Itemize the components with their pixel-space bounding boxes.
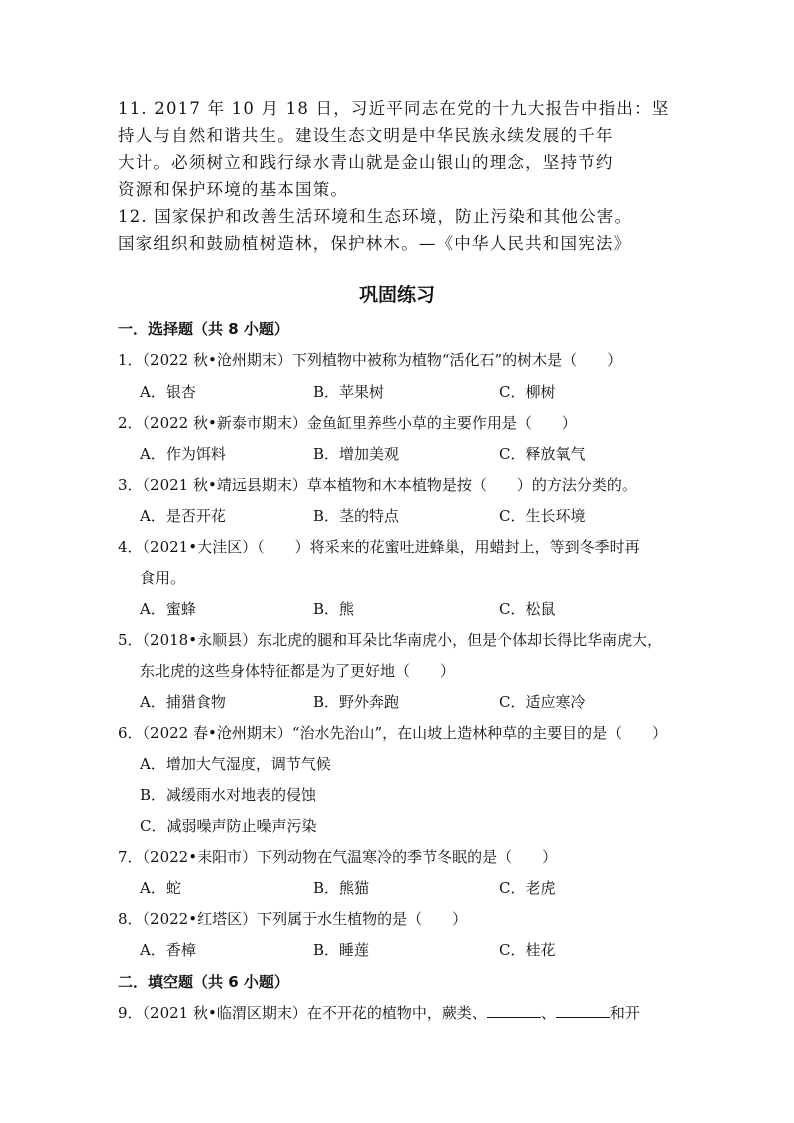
question-1: 1．（2022 秋•沧州期末）下列植物中被称为植物“活化石”的树木是（ ） [118, 351, 623, 369]
option-c[interactable]: C．适应寒冷 [499, 693, 586, 711]
option-b[interactable]: B．睡莲 [313, 941, 370, 959]
option-b[interactable]: B．增加美观 [313, 445, 400, 463]
option-b[interactable]: B．熊猫 [313, 879, 370, 897]
section-heading-fill: 二．填空题（共 6 小题） [118, 973, 289, 991]
option-c[interactable]: C．柳树 [499, 383, 556, 401]
option-c[interactable]: C．释放氧气 [499, 445, 586, 463]
section-heading-choice: 一．选择题（共 8 小题） [118, 320, 289, 338]
intro-line: 国家组织和鼓励植树造林，保护林木。—《中华人民共和国宪法》 [118, 234, 632, 253]
question-9-text: 9．（2021 秋•临渭区期末）在不开花的植物中，蕨类、 [118, 1004, 487, 1022]
option-c[interactable]: C．生长环境 [499, 507, 586, 525]
question-6: 6．（2022 春•沧州期末）“治水先治山”，在山坡上造林种草的主要目的是（ ） [118, 724, 668, 742]
option-a[interactable]: A．捕猎食物 [140, 693, 226, 711]
option-b[interactable]: B．苹果树 [313, 383, 385, 401]
answer-blank[interactable] [487, 1003, 541, 1018]
question-7: 7．（2022•耒阳市）下列动物在气温寒冷的季节冬眠的是（ ） [118, 848, 558, 866]
intro-line: 大计。必须树立和践行绿水青山就是金山银山的理念，坚持节约 [118, 153, 614, 172]
option-b[interactable]: B．熊 [313, 600, 355, 618]
intro-line: 11. 2017 年 10 月 18 日，习近平同志在党的十九大报告中指出：坚 [118, 99, 670, 118]
option-b[interactable]: B．茎的特点 [313, 507, 400, 525]
question-5-cont: 东北虎的这些身体特征都是为了更好地（ ） [140, 662, 456, 680]
option-a[interactable]: A．银杏 [140, 383, 196, 401]
question-3: 3．（2021 秋•靖远县期末）草本植物和木本植物是按（ ）的方法分类的。 [118, 476, 637, 494]
blank-separator: 、 [540, 1004, 556, 1022]
option-a[interactable]: A．是否开花 [140, 507, 226, 525]
option-a[interactable]: A．蜜蜂 [140, 600, 196, 618]
question-4-cont: 食用。 [140, 569, 186, 587]
question-5: 5．（2018•永顺县）东北虎的腿和耳朵比华南虎小，但是个体却长得比华南虎大， [118, 631, 663, 649]
option-c[interactable]: C．松鼠 [499, 600, 556, 618]
option-a[interactable]: A．增加大气湿度，调节气候 [140, 755, 331, 773]
option-b[interactable]: B．减缓雨水对地表的侵蚀 [140, 786, 317, 804]
option-a[interactable]: A．香樟 [140, 941, 196, 959]
option-a[interactable]: A．蛇 [140, 879, 181, 897]
answer-blank[interactable] [556, 1003, 610, 1018]
option-c[interactable]: C．桂花 [499, 941, 556, 959]
option-b[interactable]: B．野外奔跑 [313, 693, 400, 711]
question-4: 4．（2021•大洼区）（ ）将采来的花蜜吐进蜂巢，用蜡封上，等到冬季时再 [118, 538, 640, 556]
intro-line: 12. 国家保护和改善生活环境和生态环境，防止污染和其他公害。 [118, 207, 633, 226]
page-title: 巩固练习 [358, 284, 435, 306]
question-2: 2．（2022 秋•新泰市期末）金鱼缸里养些小草的主要作用是（ ） [118, 414, 577, 432]
question-9-text-end: 和开 [609, 1004, 640, 1022]
option-c[interactable]: C．老虎 [499, 879, 556, 897]
option-c[interactable]: C．减弱噪声防止噪声污染 [140, 817, 317, 835]
question-9 [118, 1002, 688, 1023]
intro-line: 资源和保护环境的基本国策。 [118, 180, 349, 199]
intro-line: 持人与自然和谐共生。建设生态文明是中华民族永续发展的千年 [118, 126, 614, 145]
question-8: 8．（2022•红塔区）下列属于水生植物的是（ ） [118, 910, 468, 928]
option-a[interactable]: A．作为饵料 [140, 445, 226, 463]
